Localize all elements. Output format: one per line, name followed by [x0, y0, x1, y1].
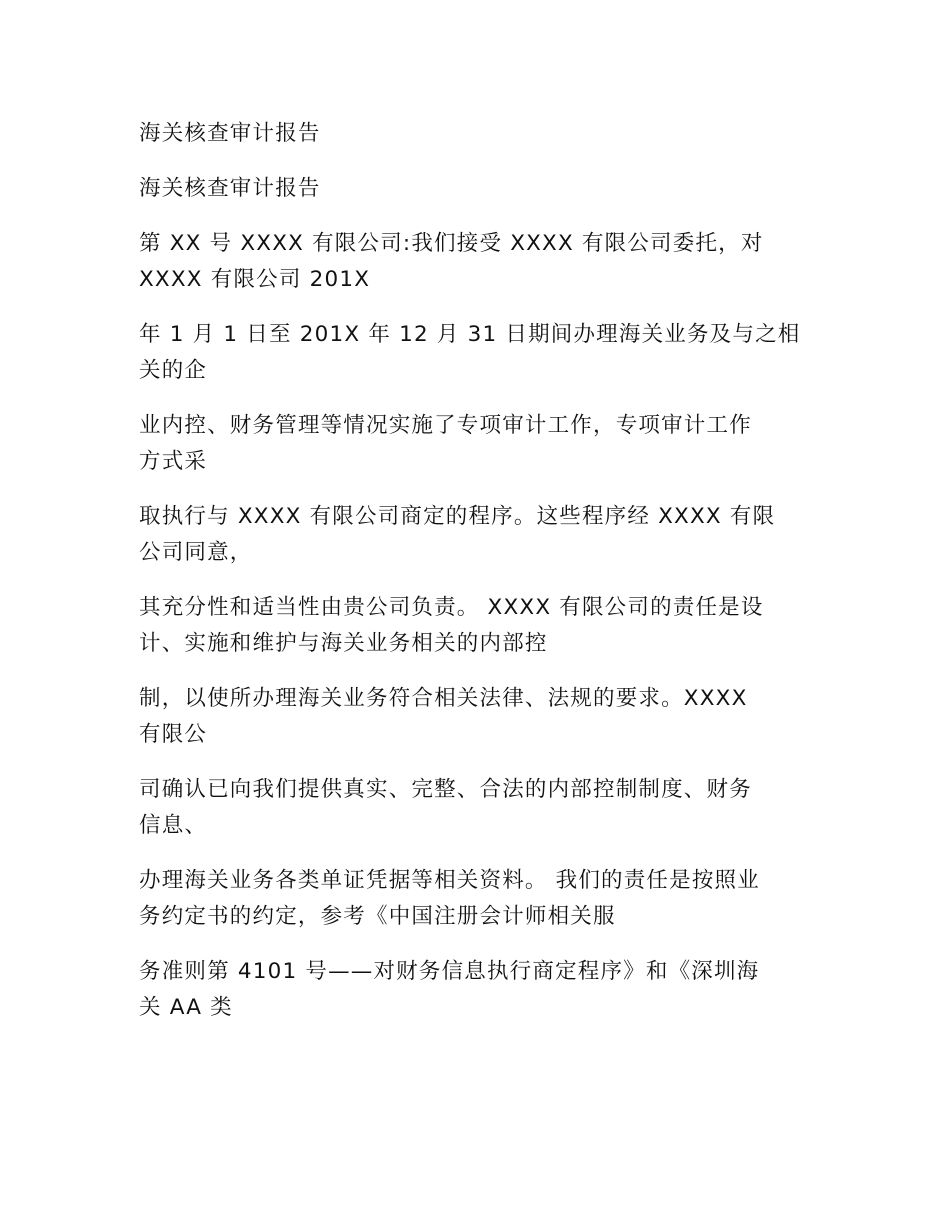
paragraph-line: 业内控、财务管理等情况实施了专项审计工作，专项审计工作 [139, 413, 752, 438]
paragraph-4 [139, 499, 819, 571]
paragraph-line: 公司同意， [139, 540, 253, 565]
paragraph-line: 务约定书的约定，参考《中国注册会计师相关服 [139, 904, 616, 929]
paragraph-line: XXXX 有限公司 201X [139, 267, 371, 292]
paragraph-line: 制，以使所办理海关业务符合相关法律、法规的要求。XXXX [139, 686, 748, 711]
paragraph-line: 关的企 [139, 358, 208, 383]
document-body [139, 116, 819, 1045]
paragraph-8 [139, 863, 819, 935]
paragraph-line: 有限公 [139, 722, 208, 747]
paragraph-line: 关 AA 类 [139, 995, 233, 1020]
paragraph-7 [139, 772, 819, 844]
paragraph-line: 方式采 [139, 449, 208, 474]
document-subtitle: 海关核查审计报告 [139, 176, 321, 201]
paragraph-line: 计、实施和维护与海关业务相关的内部控 [139, 631, 548, 656]
paragraph-line: 年 1 月 1 日至 201X 年 12 月 31 日期间办理海关业务及与之相 [139, 322, 801, 347]
document-title: 海关核查审计报告 [139, 121, 321, 146]
paragraph-line: 司确认已向我们提供真实、完整、合法的内部控制制度、财务 [139, 777, 752, 802]
paragraph-5 [139, 590, 819, 662]
paragraph-3 [139, 408, 819, 480]
paragraph-6 [139, 681, 819, 753]
paragraph-line: 办理海关业务各类单证凭据等相关资料。 我们的责任是按照业 [139, 868, 760, 893]
paragraph-line: 信息、 [139, 813, 208, 838]
paragraph-9 [139, 954, 819, 1026]
paragraph-line: 第 XX 号 XXXX 有限公司:我们接受 XXXX 有限公司委托，对 [139, 231, 764, 256]
paragraph-1 [139, 226, 819, 298]
paragraph-line: 取执行与 XXXX 有限公司商定的程序。这些程序经 XXXX 有限 [139, 504, 776, 529]
paragraph-line: 务准则第 4101 号——对财务信息执行商定程序》和《深圳海 [139, 959, 760, 984]
paragraph-2 [139, 317, 819, 389]
paragraph-line: 其充分性和适当性由贵公司负责。 XXXX 有限公司的责任是设 [139, 595, 764, 620]
